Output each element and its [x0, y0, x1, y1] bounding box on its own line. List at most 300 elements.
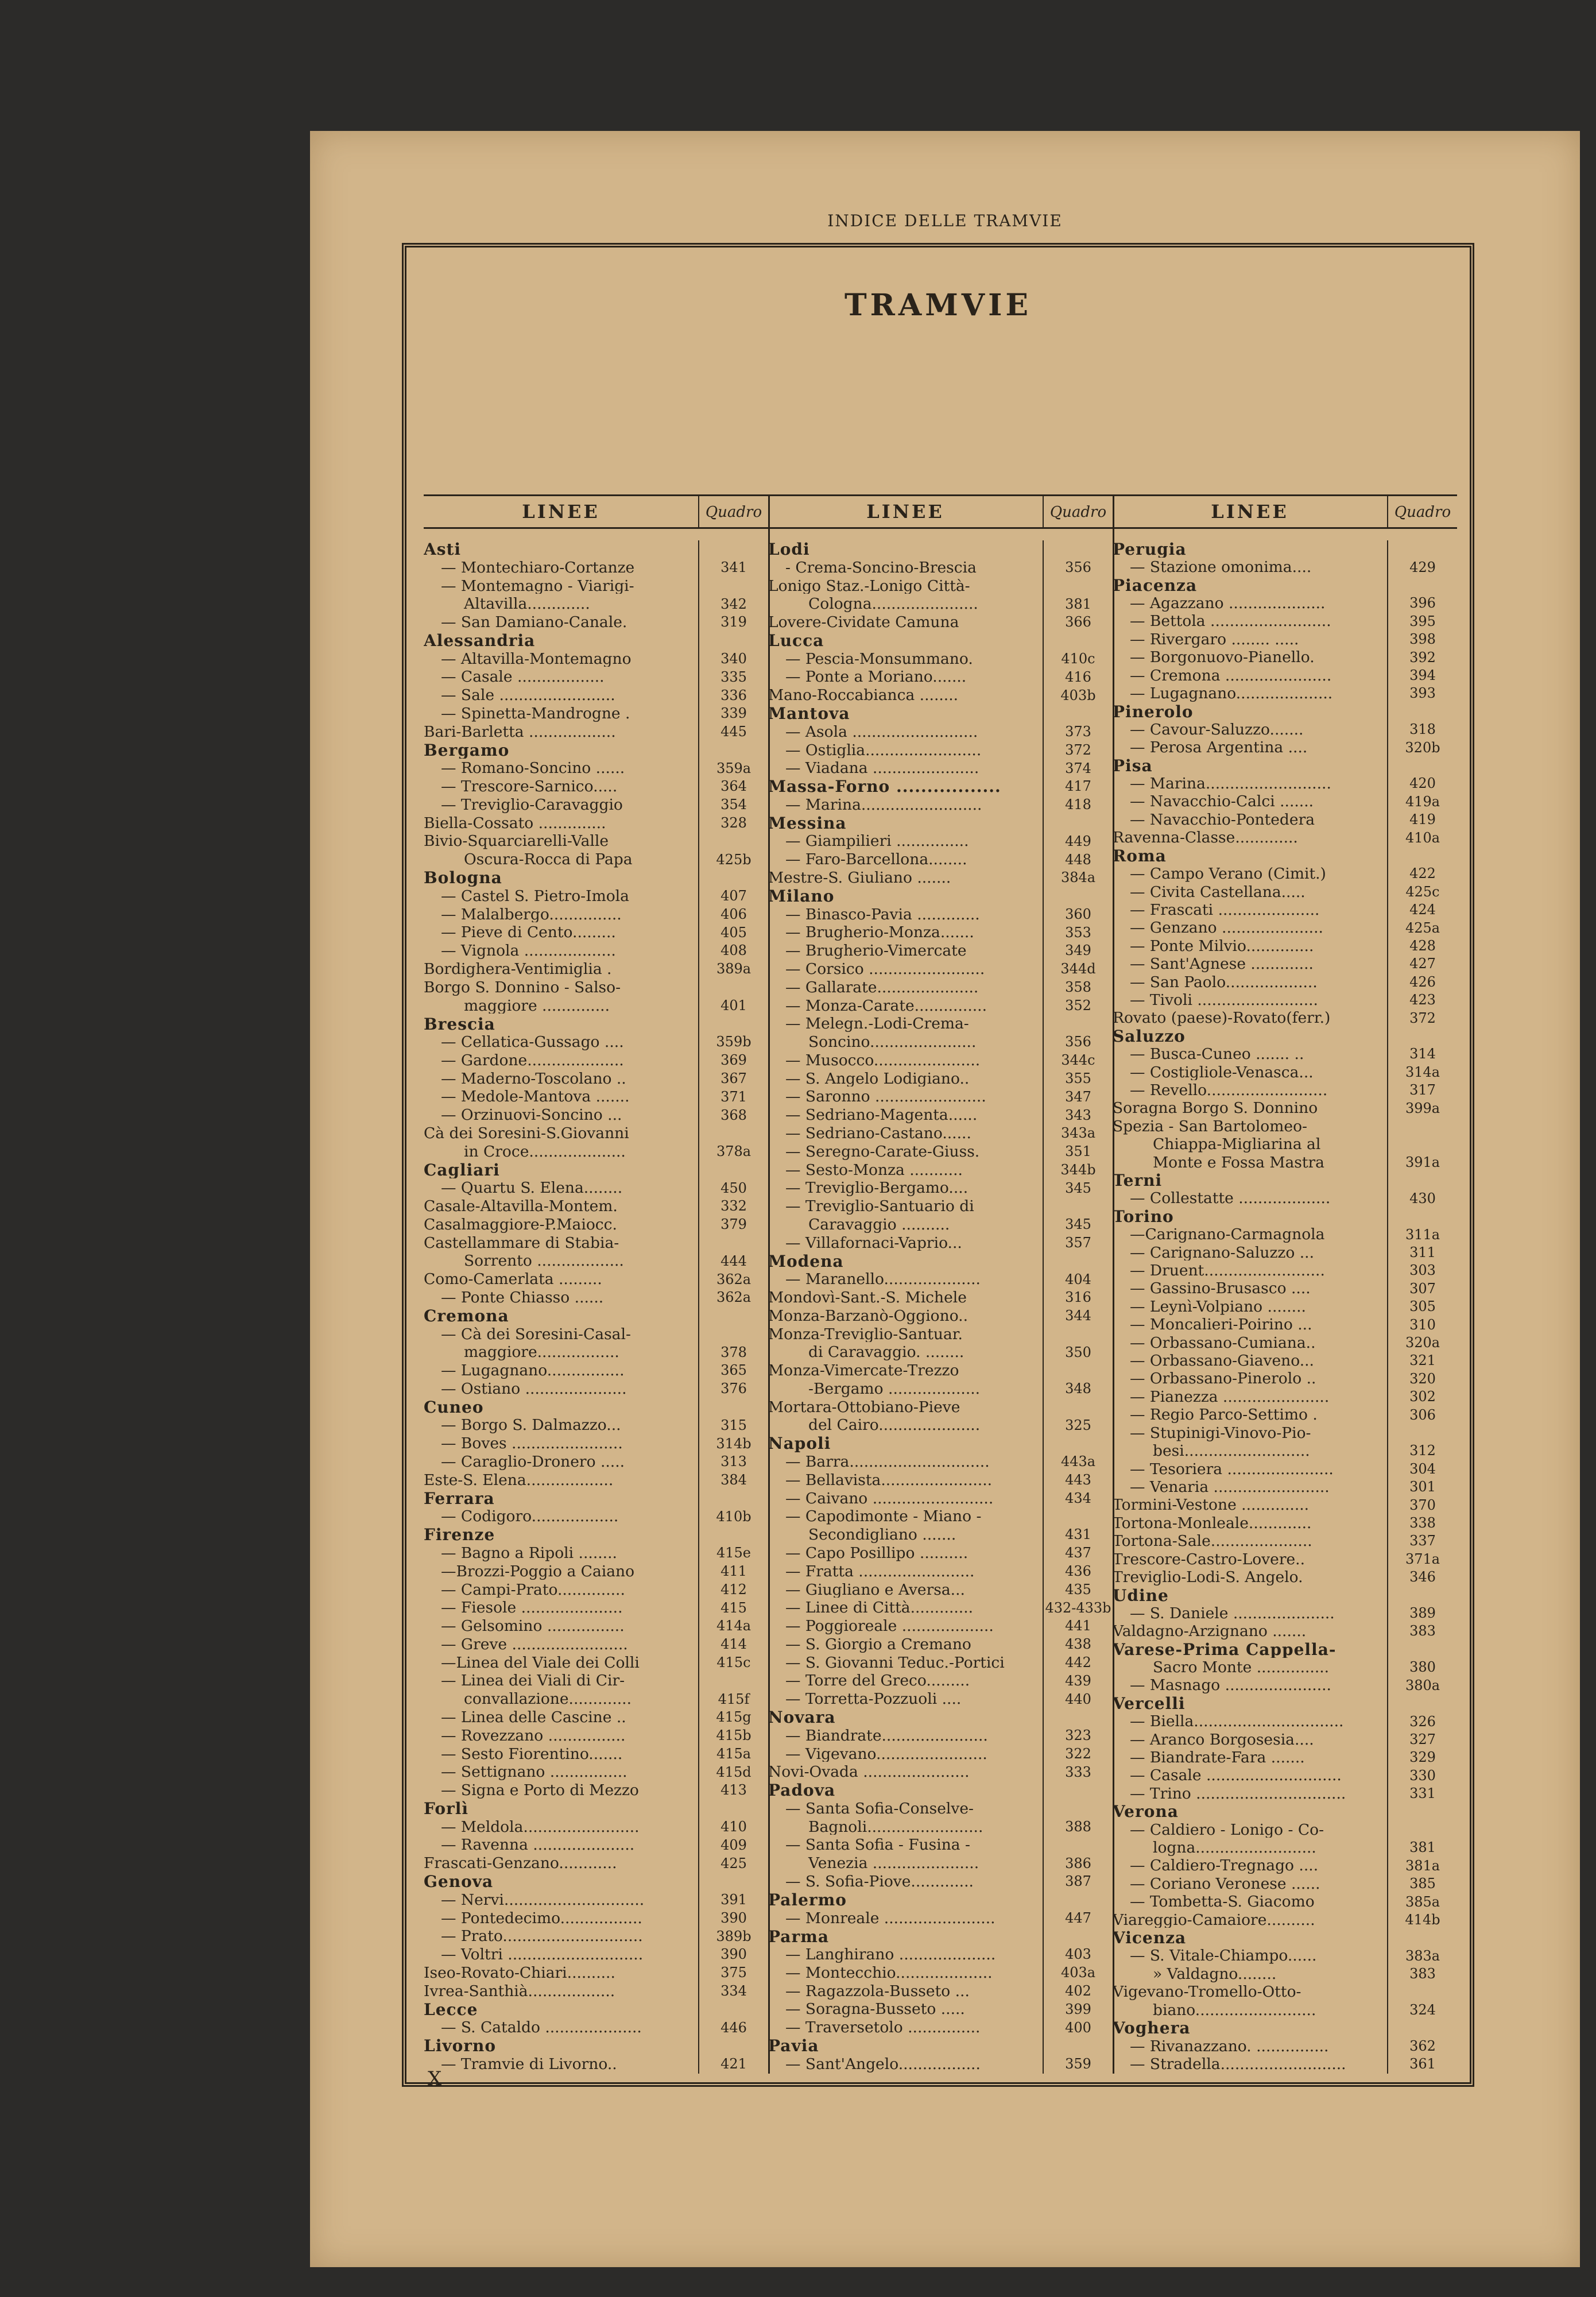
quadro-number: 304	[1387, 1460, 1457, 1478]
line-name: — Vigevano.......................	[785, 1746, 987, 1762]
line-name: — Boves .......................	[441, 1436, 623, 1452]
quadro-number: 330	[1387, 1767, 1457, 1785]
line-name: — Coriano Veronese ......	[1130, 1876, 1320, 1892]
city-heading-row	[424, 1015, 768, 1033]
line-entry-row	[768, 1507, 1113, 1526]
quadro-number	[698, 1015, 768, 1033]
quadro-number: 417	[1043, 778, 1113, 796]
index-column-3	[1113, 540, 1457, 2074]
city-heading-row	[424, 1526, 768, 1544]
quadro-number	[1043, 1197, 1113, 1216]
line-entry-row	[424, 1216, 768, 1234]
line-entry-row	[424, 923, 768, 942]
line-name: — Maderno-Toscolano ..	[441, 1070, 626, 1087]
line-entry-row	[1113, 1893, 1457, 1911]
header-quadro: Quadro	[1043, 496, 1113, 527]
quadro-number	[1387, 1208, 1457, 1225]
line-entry-row	[1113, 1298, 1457, 1316]
line-name: — Lugagnano....................	[1130, 686, 1333, 702]
line-entry-row	[1113, 1496, 1457, 1514]
line-name: — Orbassano-Pinerolo ..	[1130, 1371, 1316, 1387]
line-entry-row	[1113, 1154, 1457, 1171]
line-name: — Vignola ...................	[441, 943, 616, 959]
line-entry-row	[768, 1051, 1113, 1070]
line-name: Alessandria	[424, 632, 536, 649]
quadro-number	[1387, 757, 1457, 775]
line-name: Soncino......................	[808, 1034, 977, 1050]
quadro-number: 315	[698, 1417, 768, 1435]
line-name: del Cairo.....................	[808, 1417, 981, 1434]
line-entry-row	[1113, 1316, 1457, 1333]
line-entry-row	[1113, 1821, 1457, 1839]
quadro-number: 322	[1043, 1745, 1113, 1764]
line-name: —Carignano-Carmagnola	[1130, 1227, 1325, 1243]
line-entry-row	[424, 1143, 768, 1161]
line-name: — Caldiero-Tregnago ....	[1130, 1858, 1319, 1874]
line-name: — Fiesole .....................	[441, 1600, 623, 1617]
line-name: — Capo Posillipo ..........	[785, 1545, 969, 1561]
quadro-number	[1043, 1325, 1113, 1344]
line-name: — Sant'Angelo.................	[785, 2056, 981, 2072]
quadro-number: 324	[1387, 2001, 1457, 2019]
quadro-number	[1043, 577, 1113, 595]
line-entry-row	[1113, 1010, 1457, 1027]
quadro-number: 367	[698, 1070, 768, 1088]
line-name: Bologna	[424, 869, 502, 887]
line-entry-row	[424, 979, 768, 997]
quadro-number: 440	[1043, 1690, 1113, 1708]
city-heading-row	[1113, 1641, 1457, 1658]
line-entry-row	[424, 577, 768, 595]
line-entry-row	[1113, 1225, 1457, 1243]
quadro-number: 387	[1043, 1873, 1113, 1891]
line-entry-row	[768, 1307, 1113, 1325]
line-name: — Moncalieri-Poirino ...	[1130, 1317, 1312, 1333]
line-name: Vercelli	[1113, 1695, 1186, 1712]
quadro-number	[1043, 887, 1113, 906]
line-name: Massa-Forno .................	[768, 778, 1001, 795]
quadro-number	[1387, 1424, 1457, 1442]
quadro-number	[1387, 1641, 1457, 1658]
line-entry-row	[1113, 1081, 1457, 1099]
index-column-1	[424, 540, 768, 2074]
line-entry-row	[1113, 738, 1457, 756]
line-entry-row	[1113, 667, 1457, 685]
line-entry-row	[768, 960, 1113, 979]
line-name: — Malalbergo...............	[441, 906, 622, 923]
line-name: — Bagno a Ripoli ........	[441, 1545, 617, 1561]
quadro-number: 438	[1043, 1635, 1113, 1654]
quadro-number: 368	[698, 1106, 768, 1124]
line-name: — Viadana ......................	[785, 760, 979, 777]
quadro-number: 366	[1043, 613, 1113, 632]
line-entry-row	[1113, 1622, 1457, 1640]
line-entry-row	[768, 1763, 1113, 1781]
line-name: — Druent.........................	[1130, 1263, 1325, 1279]
line-name: - Crema-Soncino-Brescia	[785, 559, 977, 576]
city-heading-row	[424, 1800, 768, 1818]
line-entry-row	[768, 1417, 1113, 1435]
line-name: — Genzano .....................	[1130, 920, 1323, 937]
line-name: Ferrara	[424, 1490, 495, 1507]
quadro-number: 369	[698, 1051, 768, 1070]
line-entry-row	[768, 1836, 1113, 1854]
line-name: Parma	[768, 1928, 829, 1945]
quadro-number: 381	[1043, 595, 1113, 613]
line-name: — Stradella..........................	[1130, 2056, 1346, 2072]
quadro-number: 310	[1387, 1316, 1457, 1333]
line-name: — Frascati .....................	[1130, 902, 1320, 918]
quadro-number: 372	[1043, 741, 1113, 760]
quadro-number: 350	[1043, 1343, 1113, 1362]
quadro-number	[1387, 577, 1457, 594]
line-entry-row	[1113, 1244, 1457, 1262]
line-name: — Ponte a Moriano.......	[785, 669, 967, 686]
line-name: — Pianezza ......................	[1130, 1389, 1330, 1405]
line-name: Casale-Altavilla-Montem.	[424, 1198, 618, 1215]
quadro-number: 439	[1043, 1672, 1113, 1690]
line-name: — Carignano-Saluzzo ...	[1130, 1244, 1315, 1261]
line-name: Perugia	[1113, 541, 1187, 558]
line-name: — Civita Castellana.....	[1130, 884, 1306, 900]
line-name: Bari-Barletta ..................	[424, 724, 616, 740]
line-name: — Pieve di Cento.........	[441, 925, 616, 941]
line-entry-row	[1113, 1117, 1457, 1135]
line-name: Castellammare di Stabia-	[424, 1235, 619, 1251]
quadro-number: 343a	[1043, 1124, 1113, 1143]
quadro-number: 403b	[1043, 686, 1113, 705]
line-name: Soragna Borgo S. Donnino	[1113, 1100, 1318, 1117]
line-name: Lecce	[424, 2001, 478, 2018]
line-name: — Melegn.-Lodi-Crema-	[785, 1016, 969, 1033]
line-name: — Cavour-Saluzzo.......	[1130, 721, 1304, 738]
quadro-number: 386	[1043, 1854, 1113, 1873]
line-entry-row	[424, 1727, 768, 1745]
quadro-number	[1043, 1434, 1113, 1453]
line-name: Milano	[768, 888, 835, 905]
quadro-number	[1043, 1891, 1113, 1909]
line-entry-row	[768, 759, 1113, 778]
quadro-number	[698, 869, 768, 887]
line-name: Altavilla.............	[464, 596, 590, 613]
line-name: maggiore ..............	[464, 997, 610, 1014]
quadro-number: 420	[1387, 775, 1457, 792]
quadro-number	[1043, 632, 1113, 650]
line-name: Chiappa-Migliarina al	[1153, 1136, 1321, 1153]
city-heading-row	[424, 869, 768, 887]
line-entry-row	[424, 1635, 768, 1654]
quadro-number: 415	[698, 1599, 768, 1617]
line-name: Lucca	[768, 632, 824, 649]
quadro-number: 321	[1387, 1352, 1457, 1370]
quadro-number: 419	[1387, 811, 1457, 829]
line-name: — Masnago ......................	[1130, 1677, 1331, 1694]
line-entry-row	[424, 778, 768, 796]
line-name: biano.........................	[1153, 2002, 1316, 2018]
line-entry-row	[424, 1070, 768, 1088]
line-name: convallazione.............	[464, 1691, 632, 1708]
line-name: — Leynì-Volpiano ........	[1130, 1298, 1306, 1315]
line-name: Varese-Prima Cappella-	[1113, 1641, 1337, 1658]
quadro-number: 415e	[698, 1544, 768, 1563]
quadro-number: 344b	[1043, 1161, 1113, 1180]
quadro-number	[1387, 1983, 1457, 2001]
quadro-number: 412	[698, 1581, 768, 1599]
line-name: — Monza-Carate...............	[785, 997, 987, 1014]
quadro-number: 402	[1043, 1982, 1113, 2001]
line-name: — Villafornaci-Vaprio...	[785, 1235, 962, 1251]
line-name: » Valdagno........	[1153, 1966, 1277, 1982]
quadro-number: 408	[698, 942, 768, 960]
quadro-number: 313	[698, 1453, 768, 1471]
quadro-number: 375	[698, 1964, 768, 1982]
line-name: — Venaria ........................	[1130, 1479, 1330, 1495]
line-entry-row	[1113, 991, 1457, 1009]
quadro-number: 301	[1387, 1478, 1457, 1496]
line-name: — S. Giovanni Teduc.-Portici	[785, 1654, 1005, 1671]
quadro-number	[698, 1124, 768, 1143]
quadro-number: 338	[1387, 1514, 1457, 1532]
quadro-number: 415g	[698, 1708, 768, 1727]
line-name: Voghera	[1113, 2020, 1191, 2037]
line-name: — Corsico ........................	[785, 961, 985, 977]
line-name: Lovere-Cividate Camuna	[768, 614, 959, 631]
quadro-number: 341	[698, 559, 768, 577]
line-entry-row	[768, 1654, 1113, 1672]
quadro-number	[1387, 1135, 1457, 1153]
line-name: — Navacchio-Calci .......	[1130, 794, 1314, 810]
quadro-number	[698, 979, 768, 997]
quadro-number: 359a	[698, 759, 768, 778]
line-entry-row	[424, 1471, 768, 1490]
line-name: —Brozzi-Poggio a Caiano	[441, 1563, 635, 1580]
column-header-1	[424, 494, 768, 529]
line-name: — Giampilieri ...............	[785, 833, 969, 850]
quadro-number: 418	[1043, 796, 1113, 814]
quadro-number: 362a	[698, 1289, 768, 1307]
line-name: Ivrea-Santhià..................	[424, 1983, 615, 2000]
city-heading-row	[1113, 577, 1457, 594]
quadro-number: 361	[1387, 2055, 1457, 2073]
line-entry-row	[1113, 631, 1457, 648]
line-name: — Bellavista.......................	[785, 1472, 993, 1488]
line-entry-row	[1113, 1677, 1457, 1695]
line-entry-row	[1113, 648, 1457, 666]
line-entry-row	[768, 1800, 1113, 1818]
line-name: Messina	[768, 814, 847, 832]
line-entry-row	[1113, 901, 1457, 919]
line-name: — Quartu S. Elena........	[441, 1180, 623, 1197]
line-name: — Gardone....................	[441, 1052, 624, 1069]
line-entry-row	[1113, 829, 1457, 847]
quadro-number: 444	[698, 1252, 768, 1270]
city-heading-row	[1113, 1208, 1457, 1225]
line-name: — Spinetta-Mandrogne .	[441, 706, 630, 722]
line-name: Vigevano-Tromello-Otto-	[1113, 1984, 1301, 2001]
line-entry-row	[424, 1343, 768, 1362]
line-entry-row	[424, 650, 768, 668]
quadro-number: 347	[1043, 1088, 1113, 1106]
quadro-number	[698, 741, 768, 760]
line-entry-row	[1113, 1045, 1457, 1063]
line-entry-row	[424, 1033, 768, 1051]
line-entry-row	[768, 1563, 1113, 1581]
line-name: — Aranco Borgosesia....	[1130, 1731, 1314, 1748]
line-entry-row	[424, 668, 768, 686]
line-name: — Greve ........................	[441, 1636, 628, 1653]
line-name: — S. Giorgio a Cremano	[785, 1636, 971, 1653]
quadro-number: 423	[1387, 991, 1457, 1009]
quadro-number: 311a	[1387, 1225, 1457, 1243]
line-name: Bordighera-Ventimiglia .	[424, 961, 612, 977]
line-name: Bergamo	[424, 741, 510, 759]
line-name: — San Damiano-Canale.	[441, 614, 627, 631]
line-entry-row	[768, 1599, 1113, 1617]
quadro-number: 385a	[1387, 1893, 1457, 1911]
quadro-number	[1043, 1362, 1113, 1380]
quadro-number: 307	[1387, 1280, 1457, 1298]
line-entry-row	[1113, 865, 1457, 883]
quadro-number	[1043, 705, 1113, 723]
line-name: Roma	[1113, 847, 1167, 865]
line-name: — Casale ............................	[1130, 1768, 1342, 1784]
quadro-number: 391a	[1387, 1154, 1457, 1171]
line-name: — Gallarate.....................	[785, 979, 979, 996]
quadro-number: 370	[1387, 1496, 1457, 1514]
line-name: — Borgo S. Dalmazzo...	[441, 1417, 621, 1434]
line-entry-row	[424, 960, 768, 979]
quadro-number	[1387, 1027, 1457, 1045]
line-name: — Linee di Città.............	[785, 1600, 974, 1617]
line-name: Frascati-Genzano............	[424, 1855, 617, 1872]
line-entry-row	[1113, 2037, 1457, 2055]
quadro-number: 413	[698, 1781, 768, 1800]
quadro-number: 378a	[698, 1143, 768, 1161]
header-quadro: Quadro	[1387, 496, 1457, 527]
quadro-number	[698, 1325, 768, 1344]
line-name: — Codigoro..................	[441, 1509, 619, 1525]
quadro-number: 385	[1387, 1875, 1457, 1893]
line-entry-row	[768, 1179, 1113, 1197]
line-entry-row	[768, 1088, 1113, 1106]
quadro-number: 360	[1043, 906, 1113, 924]
line-entry-row	[1113, 1731, 1457, 1749]
quadro-number: 383	[1387, 1622, 1457, 1640]
line-name: — Ravenna .....................	[441, 1837, 635, 1854]
line-name: — Pontedecimo.................	[441, 1910, 642, 1927]
line-name: — Binasco-Pavia .............	[785, 906, 980, 923]
quadro-number: 380a	[1387, 1677, 1457, 1695]
line-name: — Brugherio-Monza.......	[785, 925, 974, 941]
line-name: -Bergamo ...................	[808, 1380, 981, 1397]
quadro-number	[698, 1873, 768, 1891]
quadro-number: 390	[698, 1909, 768, 1928]
line-name: Mantova	[768, 705, 850, 722]
line-entry-row	[424, 887, 768, 906]
quadro-number: 372	[1387, 1010, 1457, 1027]
line-name: Novi-Ovada ......................	[768, 1764, 970, 1781]
line-entry-row	[768, 1380, 1113, 1398]
quadro-number: 346	[1387, 1568, 1457, 1586]
line-entry-row	[1113, 1532, 1457, 1550]
line-entry-row	[1113, 1712, 1457, 1730]
line-name: — Revello.........................	[1130, 1082, 1328, 1099]
line-name: Sorrento ..................	[464, 1253, 624, 1270]
line-entry-row	[424, 997, 768, 1015]
city-heading-row	[768, 1927, 1113, 1946]
page-title: TRAMVIE	[844, 288, 1032, 323]
line-name: — Ragazzola-Busseto ...	[785, 1983, 970, 2000]
line-name: — Poggioreale ...................	[785, 1618, 994, 1634]
city-heading-row	[424, 2001, 768, 2019]
line-entry-row	[1113, 1839, 1457, 1857]
quadro-number: 362	[1387, 2037, 1457, 2055]
city-heading-row	[768, 778, 1113, 796]
line-entry-row	[1113, 2001, 1457, 2019]
line-entry-row	[1113, 1658, 1457, 1676]
quadro-number: 422	[1387, 865, 1457, 883]
quadro-number: 311	[1387, 1244, 1457, 1262]
line-name: — Saronno .......................	[785, 1089, 986, 1105]
line-entry-row	[768, 1544, 1113, 1563]
line-name: — Medole-Mantova .......	[441, 1089, 630, 1105]
line-entry-row	[424, 1088, 768, 1106]
line-name: — Voltri ............................	[441, 1947, 644, 1963]
line-entry-row	[1113, 1478, 1457, 1496]
quadro-number: 365	[698, 1362, 768, 1380]
line-entry-row	[768, 650, 1113, 668]
quadro-number: 319	[698, 613, 768, 632]
line-name: Vicenza	[1113, 1929, 1187, 1947]
line-name: Rovato (paese)-Rovato(ferr.)	[1113, 1010, 1331, 1027]
line-entry-row	[424, 1964, 768, 1982]
quadro-number: 325	[1043, 1417, 1113, 1435]
line-name: Mano-Roccabianca ........	[768, 687, 959, 704]
line-entry-row	[1113, 2055, 1457, 2073]
line-entry-row	[1113, 1100, 1457, 1117]
quadro-number: 356	[1043, 559, 1113, 577]
line-name: — Seregno-Carate-Giuss.	[785, 1143, 980, 1160]
line-name: — Sale ........................	[441, 687, 615, 704]
line-name: maggiore.................	[464, 1344, 619, 1361]
line-entry-row	[768, 1234, 1113, 1252]
quadro-number: 364	[698, 778, 768, 796]
line-name: — Perosa Argentina ....	[1130, 740, 1308, 756]
line-entry-row	[424, 1544, 768, 1563]
line-entry-row	[768, 869, 1113, 887]
line-name: — Sedriano-Castano......	[785, 1125, 971, 1142]
quadro-number: 415a	[698, 1745, 768, 1764]
quadro-number: 399a	[1387, 1100, 1457, 1117]
quadro-number: 427	[1387, 955, 1457, 973]
quadro-number: 426	[1387, 973, 1457, 991]
line-name: — Montecchio....................	[785, 1965, 993, 1981]
line-name: — Capodimonte - Miano -	[785, 1509, 982, 1525]
line-entry-row	[768, 906, 1113, 924]
line-entry-row	[768, 997, 1113, 1015]
line-entry-row	[424, 1563, 768, 1581]
line-name: — Regio Parco-Settimo .	[1130, 1407, 1318, 1424]
quadro-number: 312	[1387, 1442, 1457, 1460]
quadro-number: 344	[1043, 1307, 1113, 1325]
line-name: — Marina.........................	[785, 796, 982, 813]
line-name: Torino	[1113, 1208, 1174, 1225]
line-entry-row	[1113, 1190, 1457, 1208]
quadro-number: 391	[698, 1891, 768, 1909]
line-name: — San Paolo...................	[1130, 974, 1318, 991]
line-entry-row	[768, 2055, 1113, 2074]
quadro-number: 349	[1043, 942, 1113, 960]
